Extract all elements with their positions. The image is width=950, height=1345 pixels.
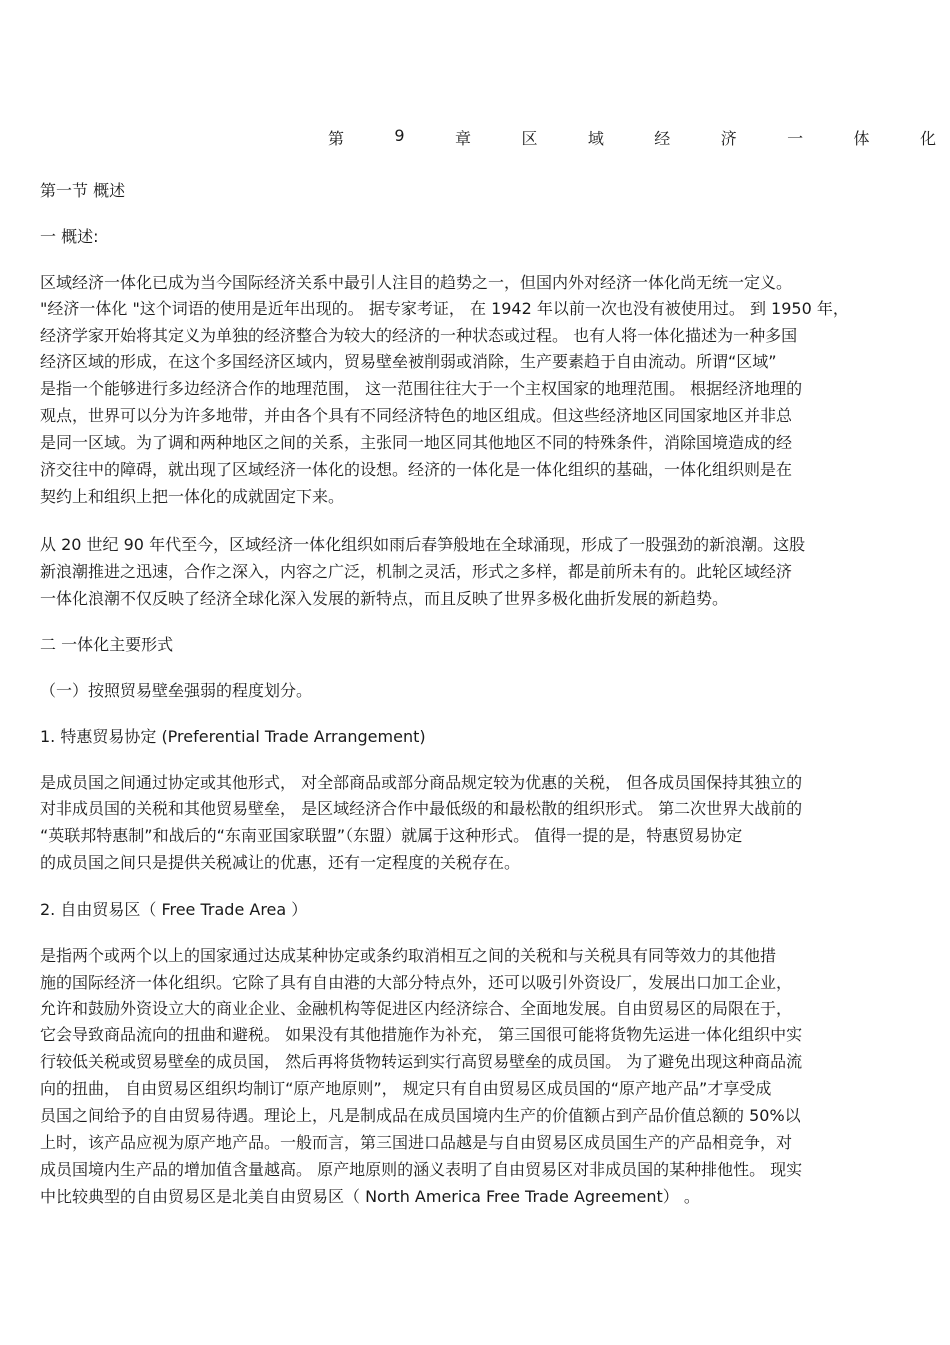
paragraph-line: 济交往中的障碍，就出现了区域经济一体化的设想。经济的一体化是一体化组织的基础，一体化组织则是在 bbox=[40, 460, 793, 479]
paragraph-line: “英联邦特惠制”和战后的“东南亚国家联盟”（东盟）就属于这种形式。 值得一提的是，特惠贸易协定 bbox=[40, 826, 743, 845]
item-heading: 2. 自由贸易区（ Free Trade Area ） bbox=[40, 900, 308, 919]
title-char: 济 bbox=[720, 129, 737, 148]
paragraph-line: 行较低关税或贸易壁垒的成员国， 然后再将货物转运到实行高贸易壁垒的成员国。 为了避免出现这种商品流 bbox=[40, 1052, 803, 1071]
paragraph-line: 一体化浪潮不仅反映了经济全球化深入发展的新特点，而且反映了世界多极化曲折发展的新趋势。 bbox=[40, 589, 729, 608]
paragraph-line: 是成员国之间通过协定或其他形式， 对全部商品或部分商品规定较为优惠的关税， 但各成员国保持其独立的 bbox=[40, 773, 803, 792]
title-char: 章 bbox=[455, 129, 472, 148]
title-char: 第 bbox=[328, 129, 345, 148]
title-char: 经 bbox=[654, 129, 671, 148]
paragraph-line: 经济区域的形成，在这个多国经济区域内，贸易壁垒被削弱或消除，生产要素趋于自由流动。所谓“区域” bbox=[40, 352, 777, 371]
paragraph-line: 从 20 世纪 90 年代至今，区域经济一体化组织如雨后春笋般地在全球涌现，形成了一股强劲的新浪潮。这股 bbox=[40, 535, 806, 554]
paragraph-line: 区域经济一体化已成为当今国际经济关系中最引人注目的趋势之一，但国内外对经济一体化尚无统一定义。 bbox=[40, 273, 793, 292]
paragraph-line: 上时，该产品应视为原产地产品。一般而言，第三国进口品越是与自由贸易区成员国生产的产品相竞争，对 bbox=[40, 1133, 793, 1152]
subsection-heading: （一）按照贸易壁垒强弱的程度划分。 bbox=[40, 681, 313, 700]
paragraph-line: 是指一个能够进行多边经济合作的地理范围， 这一范围往往大于一个主权国家的地理范围。 根据经济地理的 bbox=[40, 379, 803, 398]
paragraph-line: 成员国境内生产品的增加值含量越高。 原产地原则的涵义表明了自由贸易区对非成员国的某种排他性。 现实 bbox=[40, 1160, 803, 1179]
section-heading: 第一节 概述 bbox=[40, 181, 126, 200]
paragraph-line: 契约上和组织上把一体化的成就固定下来。 bbox=[40, 487, 345, 506]
paragraph-line: 中比较典型的自由贸易区是北美自由贸易区（ North America Free Trade Agreement） 。 bbox=[40, 1187, 700, 1206]
subsection-heading: 一 概述: bbox=[40, 227, 99, 246]
paragraph-line: 对非成员国的关税和其他贸易壁垒， 是区域经济合作中最低级的和最松散的组织形式。 第二次世界大战前的 bbox=[40, 799, 803, 818]
paragraph-line: 观点，世界可以分为许多地带，并由各个具有不同经济特色的地区组成。但这些经济地区同国家地区并非总 bbox=[40, 406, 793, 425]
paragraph-line: "经济一体化 "这个词语的使用是近年出现的。 据专家考证， 在 1942 年以前一次也没有被使用过。 到 1950 年， bbox=[40, 299, 849, 318]
paragraph-line: 施的国际经济一体化组织。它除了具有自由港的大部分特点外，还可以吸引外资设厂，发展出口加工企业， bbox=[40, 973, 793, 992]
paragraph-line: 的成员国之间只是提供关税减让的优惠，还有一定程度的关税存在。 bbox=[40, 853, 521, 872]
title-char: 一 bbox=[787, 129, 804, 148]
paragraph-line: 允许和鼓励外资设立大的商业企业、金融机构等促进区内经济综合、全面地发展。自由贸易区的局限在于， bbox=[40, 999, 793, 1018]
title-char: 9 bbox=[394, 126, 405, 145]
item-heading: 1. 特惠贸易协定 (Preferential Trade Arrangement) bbox=[40, 727, 426, 746]
paragraph-line: 是同一区域。为了调和两种地区之间的关系，主张同一地区同其他地区不同的特殊条件，消除国境造成的经 bbox=[40, 433, 793, 452]
title-char: 体 bbox=[853, 129, 870, 148]
paragraph-line: 员国之间给予的自由贸易待遇。理论上，凡是制成品在成员国境内生产的价值额占到产品价值总额的 50%以 bbox=[40, 1106, 801, 1125]
title-char: 域 bbox=[587, 129, 604, 148]
paragraph-line: 经济学家开始将其定义为单独的经济整合为较大的经济的一种状态或过程。 也有人将一体化描述为一种多国 bbox=[40, 326, 798, 345]
title-char: 化 bbox=[919, 129, 936, 148]
paragraph-line: 是指两个或两个以上的国家通过达成某种协定或条约取消相互之间的关税和与关税具有同等效力的其他措 bbox=[40, 946, 777, 965]
subsection-heading: 二 一体化主要形式 bbox=[40, 635, 174, 654]
paragraph-line: 新浪潮推进之迅速，合作之深入，内容之广泛，机制之灵活，形式之多样，都是前所未有的。此轮区域经济 bbox=[40, 562, 793, 581]
chapter-title bbox=[328, 126, 936, 149]
paragraph-line: 它会导致商品流向的扭曲和避税。 如果没有其他措施作为补充， 第三国很可能将货物先运进一体化组织中实 bbox=[40, 1025, 803, 1044]
title-char: 区 bbox=[521, 129, 538, 148]
paragraph-line: 向的扭曲， 自由贸易区组织均制订“原产地原则”， 规定只有自由贸易区成员国的“原产地产品”才享受成 bbox=[40, 1079, 772, 1098]
